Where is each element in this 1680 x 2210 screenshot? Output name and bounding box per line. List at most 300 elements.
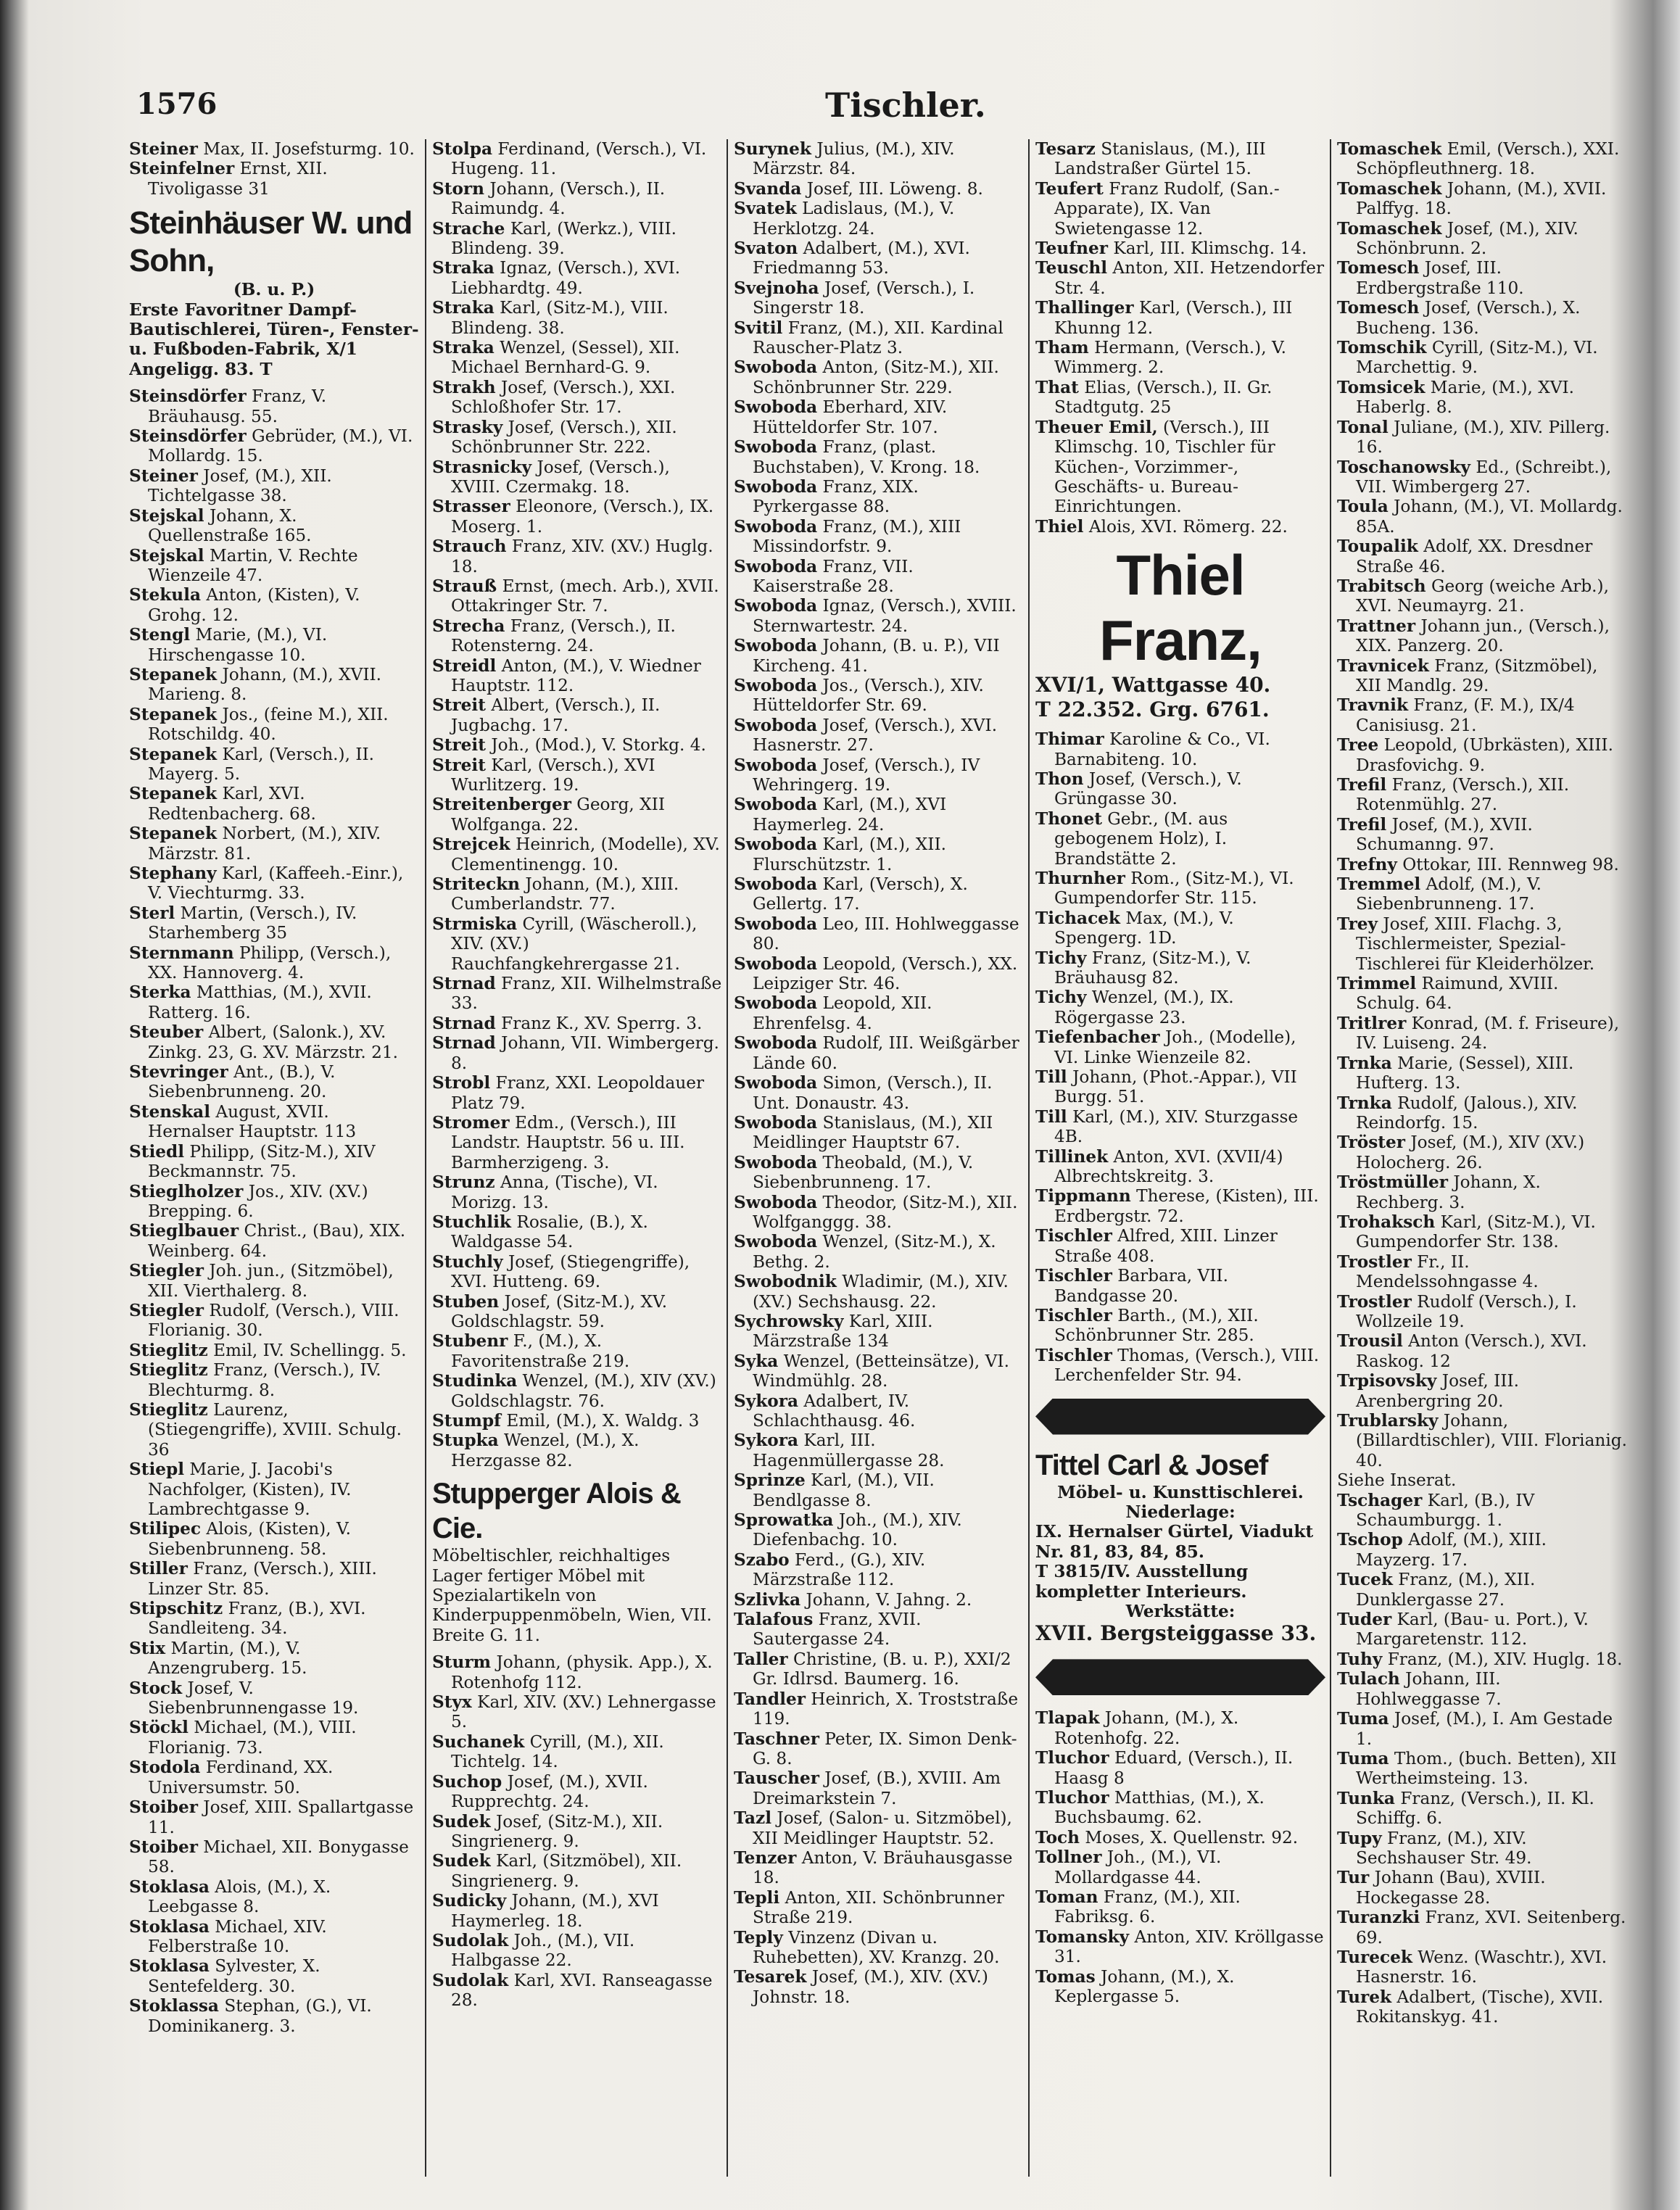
directory-entry	[734, 1650, 1024, 1689]
entry-name: Stenskal	[129, 1101, 211, 1122]
directory-entry	[1035, 1708, 1325, 1748]
directory-entry	[1337, 1172, 1627, 1212]
entry-details: Alois, (Kisten), V. Siebenbrunneng. 58.	[148, 1519, 352, 1559]
entry-details: Karl, (M.), XII. Flurschützstr. 1.	[753, 835, 947, 874]
directory-entry	[1337, 1212, 1627, 1252]
entry-details: Karl, (Kaffeeh.-Einr.), V. Viechturmg. 33.	[148, 864, 404, 903]
directory-entry	[432, 1431, 722, 1470]
directory-entry	[432, 258, 722, 298]
entry-name: Swoboda	[734, 1232, 818, 1252]
entry-name: Stiegler	[129, 1261, 204, 1281]
entry-details: Anton, XII. Hetzendorfer Str. 4.	[1054, 258, 1325, 298]
entry-name: Swoboda	[734, 914, 818, 934]
directory-entry	[432, 656, 722, 696]
entry-details: Franz, (M.), XII. Kardinal Rauscher-Platz 3.	[753, 318, 1004, 358]
entry-details: Eduard, (Versch.), II. Haasg 8	[1054, 1748, 1294, 1788]
entry-details: Johann, (Versch.), II. Raimundg. 4.	[451, 178, 666, 219]
entry-details: Anton, V. Bräuhausgasse 18.	[753, 1847, 1013, 1888]
entry-details: Julius, (M.), XIV. Märzstr. 84.	[753, 139, 955, 179]
entry-name: Stepanek	[129, 704, 218, 724]
entry-name: Tomaschek	[1337, 178, 1442, 199]
entry-details: Marie, (M.), XVI. Haberlg. 8.	[1356, 377, 1575, 418]
entry-name: Sudolak	[432, 1970, 509, 1990]
advertisement	[1035, 542, 1325, 722]
advertisement-line: Möbeltischler, reichhaltiges Lager fertiger Möbel mit Spezialartikeln von Kinderpuppenmöbeln, Wien, VII. Breite G. 11.	[432, 1546, 712, 1645]
entry-name: Stöckl	[129, 1718, 189, 1738]
directory-entry	[1035, 1067, 1325, 1107]
directory-entry	[1337, 1908, 1627, 1948]
entry-name: Szlivka	[734, 1589, 801, 1610]
entry-name: Stuben	[432, 1291, 500, 1312]
entry-details: Ferdinand, (Versch.), VI. Hugeng. 11.	[451, 139, 707, 179]
entry-name: Tischler	[1035, 1226, 1112, 1246]
entry-details: Josef, (Versch.), V. Grüngasse 30.	[1054, 769, 1242, 809]
directory-entry	[129, 1639, 419, 1679]
entry-name: Tippmann	[1035, 1186, 1131, 1207]
entry-name: Strasky	[432, 417, 503, 437]
advertisement-line: Werkstätte:	[1125, 1601, 1236, 1621]
directory-entry	[432, 1113, 722, 1172]
directory-entry	[129, 1341, 419, 1360]
entry-name: Sturm	[432, 1652, 492, 1673]
entry-name: Streit	[432, 695, 486, 716]
entry-name: Strauß	[432, 576, 497, 596]
entry-name: Tur	[1337, 1868, 1370, 1888]
entry-details: Wenzel, (M.), X. Herzgasse 82.	[451, 1431, 640, 1470]
entry-name: Szabo	[734, 1549, 790, 1570]
entry-details: Vinzenz (Divan u. Ruhebetten), XV. Kranzg. 20.	[753, 1927, 1000, 1967]
directory-entry	[1337, 1709, 1627, 1749]
entry-name: Tichy	[1035, 988, 1087, 1008]
entry-details: Franz, (plast. Buchstaben), V. Krong. 18.	[753, 437, 980, 477]
directory-entry	[1337, 1292, 1627, 1332]
entry-details: Johann, (physik. App.), X. Rotenhofg 112.	[451, 1652, 713, 1692]
advertisement-line: Niederlage:	[1125, 1502, 1236, 1522]
entry-name: Swoboda	[734, 1152, 818, 1172]
advertisement-line: Möbel- u. Kunsttischlerei.	[1057, 1482, 1304, 1502]
entry-name: Streidl	[432, 655, 497, 676]
directory-entry	[1337, 656, 1627, 696]
entry-details: Adalbert, (Tische), XVII. Rokitanskyg. 41.	[1356, 1987, 1604, 2027]
entry-details: Matthias, (M.), X. Buchsbaumg. 62.	[1054, 1788, 1265, 1828]
entry-details: Leopold, (Versch.), XX. Leipziger Str. 46.	[753, 953, 1018, 994]
directory-entry	[734, 1073, 1024, 1113]
entry-name: Steinfelner	[129, 159, 235, 179]
directory-entry	[1035, 1748, 1325, 1788]
column-rule	[425, 139, 426, 2177]
directory-entry	[129, 1182, 419, 1222]
entry-name: Stiller	[129, 1559, 188, 1579]
entry-name: Tomsicek	[1337, 377, 1425, 397]
entry-name: Suchop	[432, 1771, 502, 1792]
entry-name: Sudek	[432, 1811, 491, 1832]
directory-entry	[1337, 338, 1627, 378]
entry-details: Sylvester, X. Sentefelderg. 30.	[148, 1956, 320, 1996]
entry-details: Leopold, (Ubrkästen), XIII. Drasfovichg. 9.	[1356, 735, 1613, 775]
directory-entry	[1035, 1186, 1325, 1226]
entry-name: Stieglitz	[129, 1399, 208, 1420]
directory-entry	[1337, 1570, 1627, 1610]
entry-details: Johann, X. Rechberg. 3.	[1356, 1172, 1541, 1212]
entry-details: Ladislaus, (M.), V. Herklotzg. 24.	[753, 199, 955, 239]
entry-name: Teuschl	[1035, 258, 1108, 278]
entry-name: Toupalik	[1337, 537, 1418, 557]
entry-details: Karl, (Sitz-M.), VIII. Blindeng. 38.	[451, 298, 669, 338]
running-title: Tischler.	[825, 86, 986, 125]
directory-entry	[129, 943, 419, 983]
entry-details: Josef, (M.), XII. Tichtelgasse 38.	[148, 465, 332, 506]
page-number: 1576	[136, 87, 218, 121]
column-1	[129, 139, 419, 2177]
directory-entry	[432, 1033, 722, 1073]
directory-entry	[1035, 1927, 1325, 1967]
directory-entry	[734, 1808, 1024, 1848]
directory-entry	[432, 835, 722, 874]
entry-name: Tischler	[1035, 1266, 1112, 1286]
entry-name: Stubenr	[432, 1331, 508, 1352]
entry-name: Taschner	[734, 1729, 819, 1749]
entry-name: Tschop	[1337, 1530, 1403, 1550]
entry-details: Franz, (Versch.), II. Rotensterng. 24.	[451, 616, 676, 656]
entry-details: Simon, (Versch.), II. Unt. Donaustr. 43.	[753, 1073, 993, 1113]
entry-name: Thallinger	[1035, 298, 1134, 318]
entry-details: Elias, (Versch.), II. Gr. Stadtgutg. 25	[1054, 377, 1273, 418]
entry-name: Tauscher	[734, 1768, 819, 1789]
entry-details: Anton, XII. Schönbrunner Straße 219.	[753, 1887, 1004, 1928]
entry-name: Tuma	[1337, 1748, 1389, 1768]
entry-name: Swoboda	[734, 476, 818, 497]
entry-details: Joh., (Mod.), V. Storkg. 4.	[491, 735, 706, 756]
directory-entry	[1337, 1133, 1627, 1172]
directory-entry	[1035, 729, 1325, 769]
entry-details: Cyrill, (Wäscheroll.), XIV. (XV.) Rauchfangkehrergasse 21.	[451, 914, 698, 974]
directory-entry	[432, 458, 722, 497]
entry-name: Trefil	[1337, 775, 1387, 795]
entry-details: Franz, (M.), XIII Missindorfstr. 9.	[753, 516, 961, 557]
entry-details: Franz, (Versch.), IV. Blechturmg. 8.	[148, 1360, 381, 1400]
entry-name: Thimar	[1035, 729, 1104, 750]
directory-entry	[129, 1400, 419, 1460]
directory-entry	[734, 517, 1024, 557]
directory-entry	[432, 139, 722, 179]
entry-name: Tuma	[1337, 1709, 1389, 1729]
entry-details: Karoline & Co., VI. Barnabiteng. 10.	[1054, 729, 1270, 769]
entry-name: Swoboda	[734, 397, 818, 418]
directory-entry	[1337, 974, 1627, 1014]
directory-entry	[1337, 258, 1627, 298]
entry-details: Siehe Inserat.	[1337, 1470, 1457, 1491]
directory-entry	[1035, 1306, 1325, 1346]
directory-page	[129, 80, 1627, 2182]
directory-entry	[432, 1014, 722, 1033]
entry-details: Josef, (Versch.), I. Singerstr 18.	[753, 278, 975, 318]
entry-details: Ed., (Schreibt.), VII. Wimbergerg 27.	[1356, 457, 1612, 497]
entry-name: Toschanowsky	[1337, 457, 1470, 477]
entry-name: Trefil	[1337, 814, 1387, 835]
directory-entry	[432, 418, 722, 458]
entry-details: Karl, (Versch.), II. Mayerg. 5.	[148, 744, 375, 784]
entry-details: Johann, (M.), XVII. Marieng. 8.	[148, 664, 382, 705]
entry-details: Karl, (Versch.), III Khunng 12.	[1054, 298, 1293, 338]
directory-entry	[129, 1022, 419, 1062]
entry-details: Barbara, VII. Bandgasse 20.	[1054, 1266, 1228, 1306]
entry-name: Tomaschek	[1337, 139, 1442, 159]
entry-name: Tluchor	[1035, 1748, 1109, 1768]
entry-name: Tischler	[1035, 1305, 1112, 1325]
entry-name: Swoboda	[734, 516, 818, 537]
advertisement	[432, 1476, 722, 1645]
entry-name: Tesarek	[734, 1967, 807, 1987]
directory-entry	[432, 179, 722, 219]
directory-entry	[432, 874, 722, 914]
entry-details: Johann, (M.), VI. Mollardg. 85A.	[1356, 497, 1623, 537]
entry-name: Stuchlik	[432, 1212, 511, 1232]
entry-details: Emil, (Versch.), XXI. Schöpfleuthnerg. 18.	[1356, 139, 1620, 179]
entry-details: Adalbert, IV. Schlachthausg. 46.	[753, 1391, 916, 1431]
directory-entry	[1035, 179, 1325, 239]
entry-name: Till	[1035, 1106, 1067, 1127]
entry-details: Michael, XII. Bonygasse 58.	[148, 1837, 409, 1877]
entry-name: Svanda	[734, 178, 802, 199]
directory-entry	[432, 795, 722, 835]
directory-entry	[734, 1610, 1024, 1650]
directory-columns	[129, 139, 1627, 2177]
entry-name: Stiepl	[129, 1460, 185, 1480]
entry-name: Stephany	[129, 864, 217, 883]
directory-entry	[1337, 1829, 1627, 1868]
entry-name: Streit	[432, 755, 486, 775]
directory-entry	[432, 1073, 722, 1113]
entry-details: Adalbert, (M.), XVI. Friedmanng 53.	[753, 239, 970, 278]
entry-name: Trey	[1337, 914, 1378, 934]
entry-details: Ottokar, III. Rennweg 98.	[1402, 854, 1619, 874]
entry-name: Till	[1035, 1067, 1067, 1088]
entry-details: August, XVII. Hernalser Hauptstr. 113	[148, 1101, 357, 1142]
directory-entry	[432, 298, 722, 338]
entry-name: Surynek	[734, 139, 811, 159]
entry-name: Steiner	[129, 139, 198, 159]
advertisement-title: Tittel Carl & Josef	[1035, 1449, 1268, 1481]
entry-details: Johann (Bau), XVIII. Hockegasse 28.	[1356, 1868, 1546, 1908]
entry-details: Michael, XIV. Felberstraße 10.	[148, 1916, 327, 1956]
entry-details: Stephan, (G.), VI. Dominikanerg. 3.	[148, 1996, 372, 2036]
directory-entry	[1337, 1987, 1627, 2027]
entry-details: Karl, XVI. Ranseagasse 28.	[451, 1970, 713, 2011]
directory-entry	[734, 139, 1024, 179]
entry-details: Cyrill, (M.), XII. Tichtelg. 14.	[451, 1731, 664, 1772]
entry-name: Thonet	[1035, 808, 1102, 829]
directory-entry	[734, 636, 1024, 676]
entry-details: Franz, (M.), XII. Fabriksg. 6.	[1054, 1887, 1241, 1927]
directory-entry	[1337, 1948, 1627, 1987]
entry-details: Jos., (Versch.), XIV. Hütteldorfer Str. 69.	[753, 675, 984, 716]
directory-entry	[734, 993, 1024, 1033]
entry-details: Josef, (B.), XVIII. Am Dreimarkstein 7.	[753, 1768, 1001, 1808]
entry-name: Streitenberger	[432, 795, 571, 815]
entry-details: Therese, (Kisten), III. Erdbergstr. 72.	[1054, 1186, 1319, 1226]
directory-entry	[129, 585, 419, 625]
entry-details: Josef, (Sitz-M.), XV. Goldschlagstr. 59.	[451, 1291, 668, 1331]
directory-entry	[734, 1033, 1024, 1073]
entry-details: Karl, III. Klimschg. 14.	[1113, 239, 1307, 259]
directory-entry	[1337, 1252, 1627, 1292]
directory-entry	[1035, 1226, 1325, 1266]
entry-name: That	[1035, 377, 1079, 397]
directory-entry	[1337, 378, 1627, 418]
entry-details: Franz, (Sitz-M.), V. Bräuhausg 82.	[1054, 948, 1251, 988]
entry-name: Swoboda	[734, 556, 818, 576]
entry-details: Karl, (Versch), X. Gellertg. 17.	[753, 874, 968, 914]
directory-entry	[129, 1102, 419, 1142]
entry-name: Strnad	[432, 1013, 496, 1033]
entry-name: Swoboda	[734, 715, 818, 735]
entry-details: Karl, (M.), XVI Haymerleg. 24.	[753, 795, 947, 835]
directory-entry	[432, 1971, 722, 2011]
entry-details: Josef, III. Erdbergstraße 110.	[1356, 258, 1524, 298]
entry-name: Suchanek	[432, 1731, 525, 1752]
entry-name: Sudek	[432, 1851, 491, 1871]
entry-details: Gebr., (M. aus gebogenem Holz), I. Brandstätte 2.	[1054, 808, 1228, 869]
entry-name: Stodola	[129, 1758, 201, 1778]
directory-entry	[129, 1261, 419, 1301]
entry-name: Taller	[734, 1649, 788, 1669]
entry-details: Albert, (Salonk.), XV. Zinkg. 23, G. XV. Märzstr. 21.	[148, 1022, 398, 1062]
entry-name: Strache	[432, 218, 505, 239]
entry-name: Sterka	[129, 982, 191, 1003]
entry-details: Johann, (M.), XVI Haymerleg. 18.	[451, 1891, 659, 1931]
directory-entry	[1035, 988, 1325, 1027]
directory-entry	[129, 546, 419, 586]
entry-details: Karl, XIV. (XV.) Lehnergasse 5.	[451, 1692, 716, 1732]
directory-entry	[129, 1956, 419, 1996]
entry-details: Karl, (M.), XIV. Sturzgasse 4B.	[1054, 1106, 1299, 1147]
entry-details: Franz, (B.), XVI. Sandleiteng. 34.	[148, 1599, 366, 1639]
entry-details: Barth., (M.), XII. Schönbrunner Str. 285.	[1054, 1305, 1259, 1346]
advertisement-line: T 3815/IV. Ausstellung kompletter Interieurs.	[1035, 1562, 1249, 1602]
directory-entry	[1337, 1650, 1627, 1669]
directory-entry	[129, 506, 419, 546]
entry-details: Ferd., (G.), XIV. Märzstraße 112.	[753, 1549, 926, 1590]
entry-details: Franz, (Versch.), XII. Rotenmühlg. 27.	[1356, 775, 1570, 815]
entry-details: Franz, (Sitzmöbel), XII Mandlg. 29.	[1356, 655, 1598, 695]
entry-details: Theodor, (Sitz-M.), XII. Wolfganggg. 38.	[753, 1192, 1018, 1232]
entry-name: Trpisovsky	[1337, 1371, 1437, 1391]
entry-details: Theobald, (M.), V. Siebenbrunneng. 17.	[753, 1152, 974, 1193]
directory-entry	[1337, 695, 1627, 735]
entry-name: Sudolak	[432, 1930, 509, 1950]
entry-details: Rudolf (Versch.), I. Wollzeile 19.	[1356, 1291, 1577, 1331]
directory-entry	[734, 1510, 1024, 1550]
advertisement	[1035, 1448, 1325, 1647]
entry-name: Tazl	[734, 1808, 772, 1829]
entry-name: Trublarsky	[1337, 1411, 1439, 1431]
directory-entry	[1337, 298, 1627, 338]
entry-details: Leopold, XII. Ehrenfelsg. 4.	[753, 993, 932, 1033]
entry-name: Tree	[1337, 735, 1379, 756]
directory-entry	[1035, 258, 1325, 298]
entry-name: Swoboda	[734, 795, 818, 815]
directory-entry	[432, 756, 722, 795]
entry-name: Sprowatka	[734, 1510, 834, 1531]
entry-details: Karl, (Sitzmöbel), XII. Singrienerg. 9.	[451, 1851, 682, 1891]
entry-name: Tucek	[1337, 1570, 1393, 1590]
directory-entry	[1337, 914, 1627, 974]
entry-details: Edm., (Versch.), III Landstr. Hauptstr. 56 u. III. Barmherzigeng. 3.	[451, 1112, 685, 1172]
entry-details: Josef, (Stiegengriffe), XVI. Hutteng. 69.	[451, 1251, 690, 1292]
entry-name: Swoboda	[734, 1033, 818, 1054]
entry-name: Tenzer	[734, 1847, 797, 1868]
entry-details: Martin, (Versch.), IV. Starhemberg 35	[148, 903, 357, 943]
directory-entry	[734, 1193, 1024, 1233]
entry-name: Stoklassa	[129, 1996, 219, 2016]
entry-details: Franz, XXI. Leopoldauer Platz 79.	[451, 1073, 705, 1113]
directory-entry	[129, 824, 419, 864]
column-2	[432, 139, 722, 2177]
entry-name: Tichacek	[1035, 908, 1121, 928]
entry-name: Tuhy	[1337, 1649, 1383, 1669]
directory-entry	[1337, 1014, 1627, 1054]
entry-name: Swoboda	[734, 755, 818, 775]
advertisement-line: T 22.352. Grg. 6761.	[1035, 698, 1270, 722]
directory-entry	[734, 318, 1024, 358]
directory-entry	[129, 386, 419, 426]
directory-entry	[734, 1272, 1024, 1312]
directory-entry	[129, 705, 419, 745]
directory-entry	[129, 139, 419, 159]
entry-name: Tritlrer	[1337, 1013, 1407, 1033]
entry-details: Cyrill, (Sitz-M.), VI. Marchettig. 9.	[1356, 338, 1598, 378]
directory-entry	[129, 625, 419, 665]
directory-entry	[734, 954, 1024, 994]
entry-details: Franz, V. Bräuhausg. 55.	[148, 386, 327, 426]
directory-entry	[432, 695, 722, 735]
entry-name: Strakh	[432, 377, 496, 397]
directory-entry	[1035, 1828, 1325, 1847]
directory-entry	[129, 903, 419, 943]
directory-entry	[129, 426, 419, 466]
column-4	[1035, 139, 1325, 2177]
directory-entry	[1337, 855, 1627, 874]
directory-entry	[1337, 1491, 1627, 1531]
entry-details: Raimund, XVIII. Schulg. 64.	[1356, 974, 1559, 1014]
entry-details: Emil, IV. Schellingg. 5.	[213, 1340, 407, 1360]
directory-entry	[734, 596, 1024, 636]
directory-entry	[1035, 909, 1325, 948]
entry-details: Marie, (M.), VI. Hirschengasse 10.	[148, 625, 328, 665]
entry-details: Martin, (M.), V. Anzengruberg. 15.	[148, 1638, 307, 1679]
entry-details: Anton, (Sitz-M.), XII. Schönbrunner Str. 229.	[753, 357, 999, 397]
directory-entry	[1035, 1266, 1325, 1306]
entry-name: Strecha	[432, 616, 505, 636]
entry-details: Georg (weiche Arb.), XVI. Neumayrg. 21.	[1356, 576, 1609, 616]
entry-name: Stieglholzer	[129, 1181, 244, 1201]
entry-details: (Versch.), III Klimschg. 10, Tischler für Küchen-, Vorzimmer-, Geschäfts- u. Bureau-Einrichtungen.	[1054, 417, 1275, 517]
entry-name: Stieglitz	[129, 1340, 208, 1360]
entry-details: Heinrich, X. Troststraße 119.	[753, 1689, 1019, 1729]
entry-name: Tulach	[1337, 1669, 1400, 1689]
entry-details: Franz Rudolf, (San.-Apparate), IX. Van Swietengasse 12.	[1054, 178, 1280, 239]
entry-details: Rudolf, III. Weißgärber Lände 60.	[753, 1033, 1019, 1073]
entry-name: Stepanek	[129, 824, 218, 844]
entry-name: Steiner	[129, 465, 198, 486]
entry-name: Tomesch	[1337, 298, 1420, 318]
directory-entry	[1337, 1470, 1627, 1490]
entry-details: Franz, XVI. Seitenberg. 69.	[1356, 1908, 1626, 1948]
directory-entry	[1035, 1967, 1325, 2007]
entry-details: Josef, (Versch.), XVI. Hasnerstr. 27.	[753, 715, 998, 756]
entry-name: Strunz	[432, 1172, 495, 1193]
entry-name: Striteckn	[432, 874, 520, 895]
